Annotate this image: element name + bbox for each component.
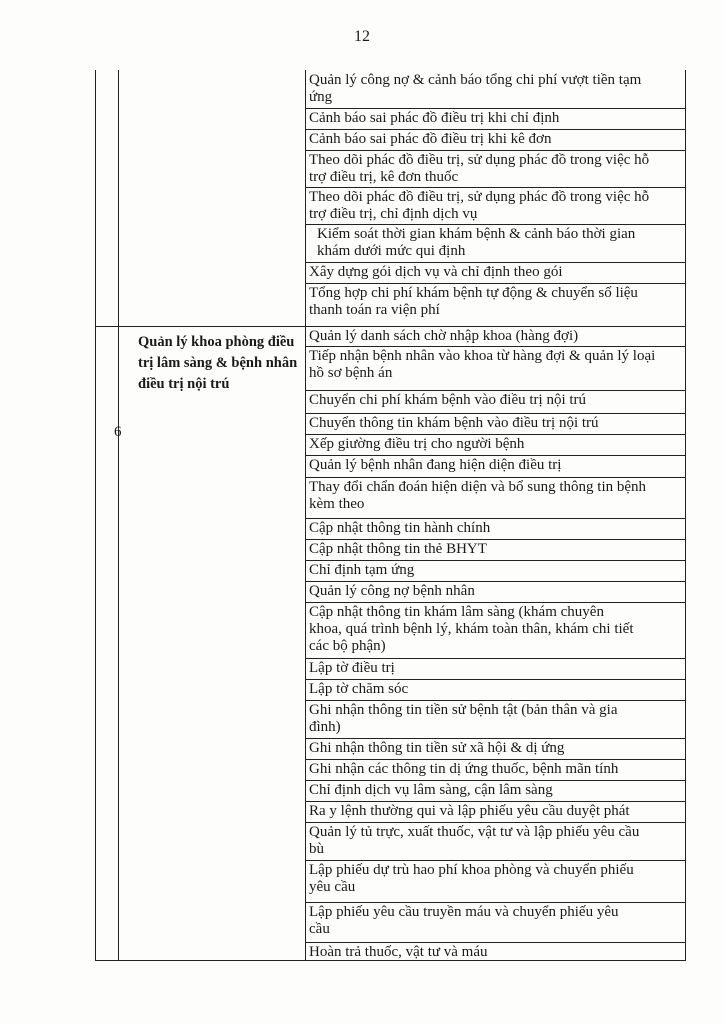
table-row: Lập phiếu yêu cầu truyền máu và chuyển phiếu yêu cầu bbox=[309, 904, 619, 937]
table-row: Lập tờ điều trị bbox=[309, 660, 395, 676]
row-divider bbox=[305, 902, 685, 903]
row-divider bbox=[305, 518, 685, 519]
table-row: Lập tờ chăm sóc bbox=[309, 681, 409, 697]
page-number: 12 bbox=[354, 28, 370, 45]
row-divider bbox=[305, 560, 685, 561]
column-divider-stt bbox=[118, 70, 119, 960]
function-table bbox=[95, 70, 686, 961]
row-divider bbox=[305, 224, 685, 225]
table-row: Chỉ định dịch vụ lâm sàng, cận lâm sàng bbox=[309, 782, 553, 798]
row-divider bbox=[305, 413, 685, 414]
row-divider bbox=[305, 283, 685, 284]
table-row: Cập nhật thông tin khám lâm sàng (khám chuyên khoa, quá trình bệnh lý, khám toàn thân, khám chi tiết các bộ phận) bbox=[309, 604, 634, 654]
table-row: Quản lý công nợ bệnh nhân bbox=[309, 583, 475, 599]
row-divider bbox=[305, 108, 685, 109]
row-divider bbox=[305, 759, 685, 760]
table-row: Chuyển chi phí khám bệnh vào điều trị nội trú bbox=[309, 392, 587, 408]
table-row: Ghi nhận các thông tin dị ứng thuốc, bệnh mãn tính bbox=[309, 761, 619, 777]
table-row: Chuyển thông tin khám bệnh vào điều trị nội trú bbox=[309, 415, 599, 431]
table-row: Thay đổi chẩn đoán hiện diện và bổ sung thông tin bệnh kèm theo bbox=[309, 479, 647, 512]
table-row: Lập phiếu dự trù hao phí khoa phòng và chuyển phiếu yêu cầu bbox=[309, 862, 634, 895]
row-divider bbox=[305, 700, 685, 701]
table-row: Theo dõi phác đồ điều trị, sử dụng phác đồ trong việc hỗ trợ điều trị, chỉ định dịch vụ bbox=[309, 189, 650, 222]
table-row: Xếp giường điều trị cho người bệnh bbox=[309, 436, 525, 452]
row-divider bbox=[305, 326, 685, 327]
section-stt: 6 bbox=[114, 424, 122, 440]
table-row: Cảnh báo sai phác đồ điều trị khi chỉ định bbox=[309, 110, 560, 126]
table-row: Ra y lệnh thường qui và lập phiếu yêu cầu duyệt phát bbox=[309, 803, 630, 819]
table-row: Ghi nhận thông tin tiền sử xã hội & dị ứng bbox=[309, 740, 565, 756]
section-module-title: Quản lý khoa phòng điều trị lâm sàng & bệnh nhân điều trị nội trú bbox=[138, 334, 298, 392]
table-row: Quản lý tủ trực, xuất thuốc, vật tư và lập phiếu yêu cầu bù bbox=[309, 824, 640, 857]
row-divider bbox=[305, 602, 685, 603]
row-divider bbox=[305, 346, 685, 347]
row-divider bbox=[305, 801, 685, 802]
row-divider bbox=[305, 658, 685, 659]
row-divider bbox=[305, 738, 685, 739]
row-divider bbox=[305, 539, 685, 540]
row-divider bbox=[305, 780, 685, 781]
table-row: Ghi nhận thông tin tiền sử bệnh tật (bản thân và gia đình) bbox=[309, 702, 618, 735]
row-divider bbox=[305, 942, 685, 943]
table-row: Tổng hợp chi phí khám bệnh tự động & chuyển số liệu thanh toán ra viện phí bbox=[309, 285, 638, 318]
column-divider-module bbox=[305, 70, 306, 960]
table-row: Tiếp nhận bệnh nhân vào khoa từ hàng đợi & quản lý loại hồ sơ bệnh án bbox=[309, 348, 656, 381]
table-row: Theo dõi phác đồ điều trị, sử dụng phác đồ trong việc hỗ trợ điều trị, kê đơn thuốc bbox=[309, 152, 650, 185]
row-divider bbox=[305, 150, 685, 151]
row-divider bbox=[305, 860, 685, 861]
table-row: Quản lý bệnh nhân đang hiện diện điều trị bbox=[309, 457, 562, 473]
row-divider bbox=[305, 679, 685, 680]
row-divider bbox=[305, 455, 685, 456]
table-row: Cảnh báo sai phác đồ điều trị khi kê đơn bbox=[309, 131, 552, 147]
table-row: Cập nhật thông tin thẻ BHYT bbox=[309, 541, 487, 557]
row-divider bbox=[305, 477, 685, 478]
row-divider bbox=[305, 434, 685, 435]
row-divider bbox=[305, 390, 685, 391]
row-divider bbox=[305, 822, 685, 823]
row-divider bbox=[305, 129, 685, 130]
table-row: Quản lý danh sách chờ nhập khoa (hàng đợi) bbox=[309, 328, 579, 344]
row-divider bbox=[305, 262, 685, 263]
table-row: Cập nhật thông tin hành chính bbox=[309, 520, 491, 536]
table-row: Xây dựng gói dịch vụ và chỉ định theo gói bbox=[309, 264, 563, 280]
table-row: Chỉ định tạm ứng bbox=[309, 562, 415, 578]
table-row: Quản lý công nợ & cảnh báo tổng chi phí vượt tiền tạm ứng bbox=[309, 72, 642, 105]
table-row: Hoàn trả thuốc, vật tư và máu bbox=[309, 944, 488, 960]
row-divider bbox=[305, 187, 685, 188]
table-row: Kiểm soát thời gian khám bệnh & cảnh báo thời gian khám dưới mức qui định bbox=[317, 226, 636, 259]
row-divider bbox=[305, 581, 685, 582]
